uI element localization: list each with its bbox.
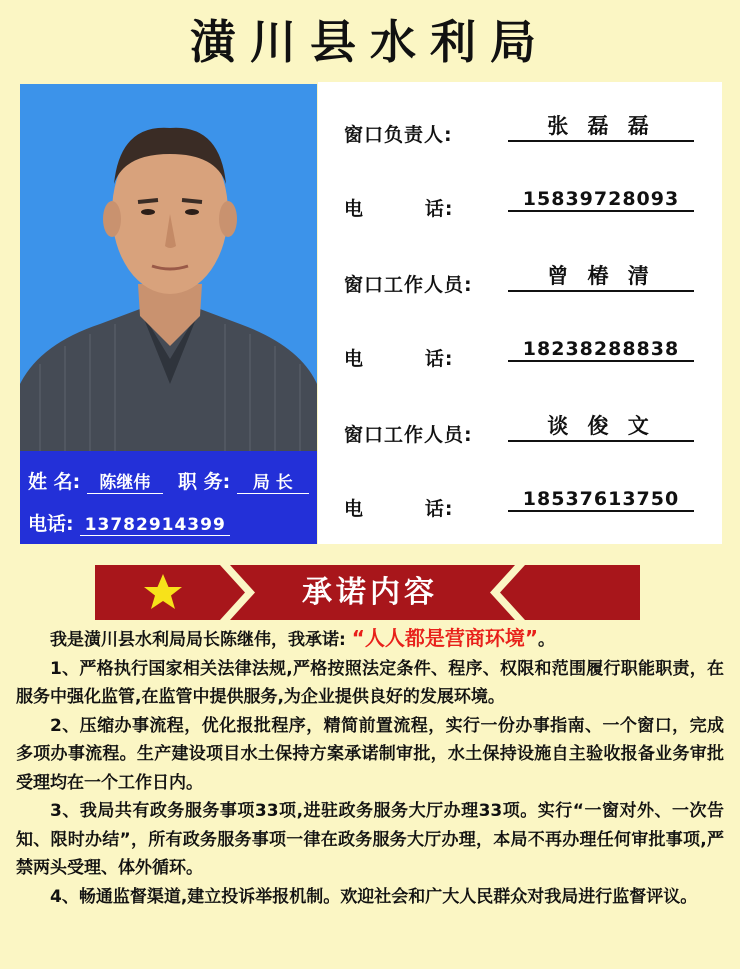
contact-row bbox=[344, 264, 655, 297]
contact-row bbox=[344, 414, 655, 447]
position-value: 局 长 bbox=[237, 468, 309, 494]
contact-label: 电 话: bbox=[344, 498, 454, 520]
contact-row bbox=[344, 114, 655, 147]
contact-value: 18238288838 bbox=[508, 338, 694, 362]
contact-label: 电 话: bbox=[344, 348, 454, 370]
intro-paragraph bbox=[16, 624, 724, 655]
phone-label: 电话: bbox=[28, 513, 74, 535]
contact-row bbox=[344, 188, 680, 221]
commitment-item: 4、畅通监督渠道,建立投诉举报机制。欢迎社会和广大人民群众对我局进行监督评议。 bbox=[50, 886, 698, 907]
contact-value: 张 磊 磊 bbox=[508, 110, 694, 142]
profile-card bbox=[20, 451, 317, 544]
name-label: 姓 名: bbox=[28, 471, 81, 493]
name-value: 陈继伟 bbox=[87, 468, 163, 494]
intro-text: 我是潢川县水利局局长陈继伟，我承诺: bbox=[50, 630, 346, 650]
portrait-image bbox=[20, 84, 317, 451]
slogan: “人人都是营商环境” bbox=[351, 626, 539, 650]
contact-row bbox=[344, 488, 680, 521]
contact-label: 电 话: bbox=[344, 198, 454, 220]
page-title: 潢川县水利局 bbox=[190, 15, 550, 69]
contact-value: 18537613750 bbox=[508, 488, 694, 512]
contact-value: 曾 椿 清 bbox=[508, 260, 694, 292]
contact-value: 谈 俊 文 bbox=[508, 410, 694, 442]
contact-value: 15839728093 bbox=[508, 188, 694, 212]
contact-label: 窗口工作人员: bbox=[344, 274, 473, 296]
commitment-item: 2、压缩办事流程，优化报批程序，精简前置流程，实行一份办事指南、一个窗口，完成多项办事流程。生产建设项目水土保持方案承诺制审批，水土保持设施自主验收报备业务审批受理均在一个工作日内。 bbox=[16, 715, 724, 793]
contact-row bbox=[344, 338, 680, 371]
contact-label: 窗口负责人: bbox=[344, 124, 453, 146]
contact-panel bbox=[318, 82, 722, 544]
commitment-text bbox=[16, 624, 724, 911]
contact-label: 窗口工作人员: bbox=[344, 424, 473, 446]
intro-end: 。 bbox=[538, 630, 556, 650]
position-label: 职 务: bbox=[178, 471, 231, 493]
banner-title: 承诺内容 bbox=[302, 575, 438, 610]
commitment-item: 1、严格执行国家相关法律法规,严格按照法定条件、程序、权限和范围履行职能职责，在服务中强化监管,在监管中提供服务,为企业提供良好的发展环境。 bbox=[16, 658, 724, 707]
phone-value: 13782914399 bbox=[80, 515, 230, 536]
commitment-item: 3、我局共有政务服务事项33项,进驻政务服务大厅办理33项。实行“一窗对外、一次告知、限时办结”，所有政务服务事项一律在政务服务大厅办理，本局不再办理任何审批事项,严禁两头受理、体外循环。 bbox=[16, 801, 724, 878]
